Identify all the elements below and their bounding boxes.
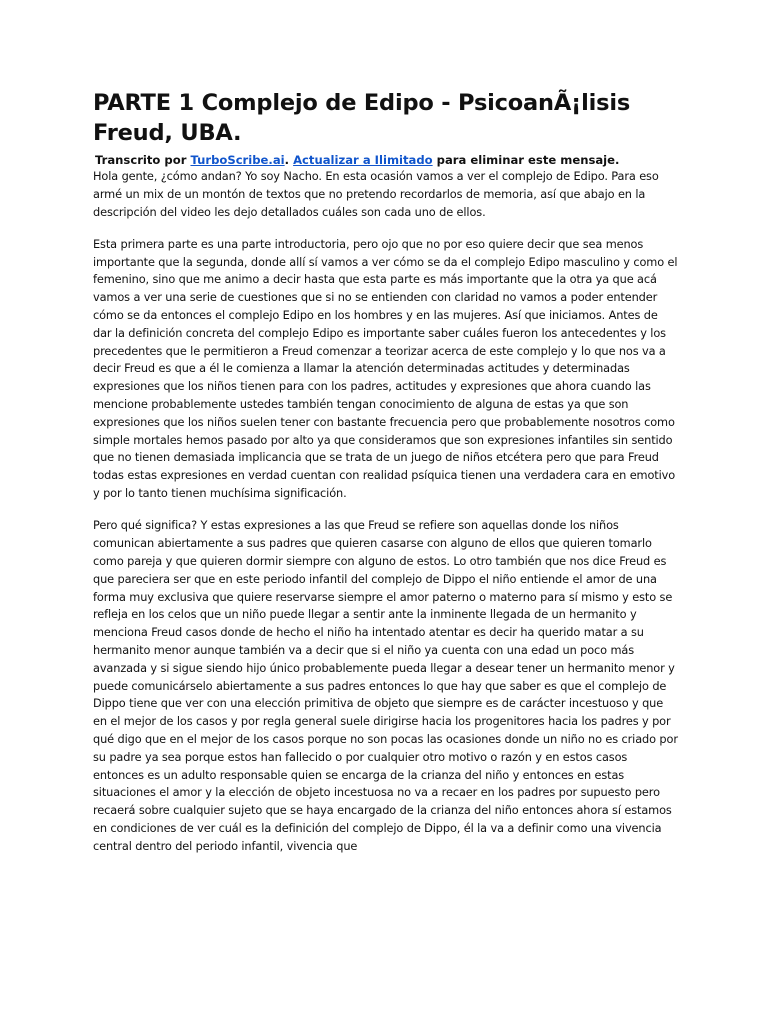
paragraph-expressions: Pero qué significa? Y estas expresiones a las que Freud se refiere son aquellas donde los niños comunican abiertamente a sus padres que quieren casarse con alguno de ellos que quieren tomarlo como pareja y que quieren dormir siempre con alguno de estos. Lo otro también que nos dice Freud es que pareciera ser que en este periodo infantil del complejo de Dippo el niño entiende el amor de una forma muy exclusiva que quiere reservarse siempre el amor paterno o materno para sí mismo y esto se refleja en los celos que un niño puede llegar a sentir ante la inminente llegada de un hermanito y menciona Freud casos donde de hecho el niño ha intentado atentar es decir ha querido matar a su hermanito menor aunque también va a decir que si el niño ya cuenta con una edad un poco más avanzada y si sigue siendo hijo único probablemente pueda llegar a desear tener un hermanito menor y puede comunicárselo abiertamente a sus padres entonces lo que hay que saber es que el complejo de Dippo tiene que ver con una elección primitiva de objeto que siempre es de carácter incestuoso y que en el mejor de los casos y por regla general suele dirigirse hacia los progenitores hacia los padres y por qué digo que en el mejor de los casos porque no son pocas las ocasiones donde un niño no es criado por su padre ya sea porque estos han fallecido o por cualquier otro motivo o razón y en estos casos entonces es un adulto responsable quien se encarga de la crianza del niño y entonces en estas situaciones el amor y la elección de objeto incestuosa no va a recaer en los padres por supuesto pero recaerá sobre cualquier sujeto que se haya encargado de la crianza del niño entonces ahora sí estamos en condiciones de ver cuál es la definición del complejo de Dippo, él la va a definir como una vivencia central dentro del periodo infantil, vivencia que	[93, 518, 678, 853]
notice-suffix: para eliminar este mensaje.	[432, 153, 620, 167]
turboscribe-link[interactable]: TurboScribe.ai	[190, 153, 285, 167]
transcription-notice	[93, 152, 678, 168]
paragraph-introductory-part: Esta primera parte es una parte introductoria, pero ojo que no por eso quiere decir que sea menos importante que la segunda, donde allí sí vamos a ver cómo se da el complejo Edipo masculino y como el femenino, sino que me animo a decir hasta que esta parte es más importante que la otra ya que acá vamos a ver una serie de cuestiones que si no se entienden con claridad no vamos a poder entender cómo se da entonces el complejo Edipo en los hombres y en las mujeres. Así que iniciamos. Antes de dar la definición concreta del complejo Edipo es importante saber cuáles fueron los antecedentes y los precedentes que le permitieron a Freud comenzar a teorizar acerca de este complejo y lo que nos va a decir Freud es que a él le comienza a llamar la atención determinadas actitudes y determinadas expresiones que los niños tienen para con los padres, actitudes y expresiones que ahora cuando las mencione probablemente ustedes también tengan conocimiento de alguna de estas ya que son expresiones que los niños suelen tener con bastante frecuencia pero que probablemente nosotros como simple mortales hemos pasado por alto ya que consideramos que son expresiones infantiles sin sentido que no tienen demasiada implicancia que se trata de un juego de niños etcétera pero que para Freud todas estas expresiones en verdad cuentan con realidad psíquica tienen una verdadera cara en emotivo y por lo tanto tienen muchísima significación.	[93, 236, 678, 501]
paragraph-intro: Hola gente, ¿cómo andan? Yo soy Nacho. En esta ocasión vamos a ver el complejo de Edipo. Para eso armé un mix de un montón de textos que no pretendo recordarlos de memoria, así que abajo en la descripción del video les dejo detallados cuáles son cada uno de ellos.	[93, 169, 659, 219]
notice-separator: .	[284, 153, 294, 167]
notice-prefix: Transcrito por	[95, 153, 191, 167]
document-page	[93, 88, 678, 870]
document-title: PARTE 1 Complejo de Edipo - PsicoanÃ¡lisis Freud, UBA.	[93, 90, 631, 146]
upgrade-unlimited-link[interactable]: Actualizar a Ilimitado	[293, 153, 433, 167]
